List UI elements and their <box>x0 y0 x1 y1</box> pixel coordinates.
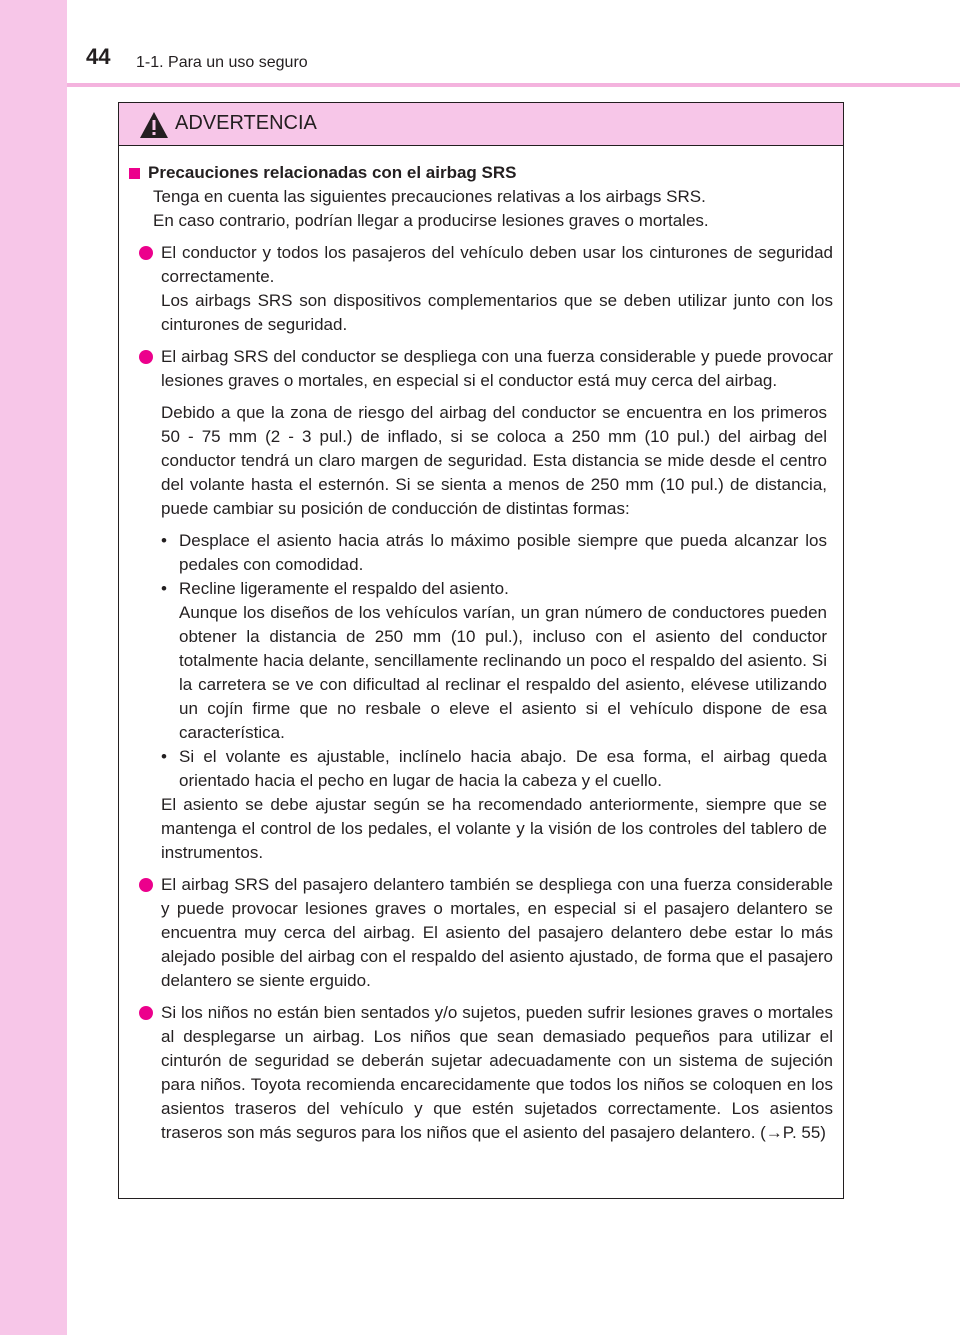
header-rule <box>67 83 960 87</box>
warning-header <box>119 103 843 146</box>
circle-bullet-icon <box>139 350 153 364</box>
intro-line: En caso contrario, podrían llegar a producirse lesiones graves o mortales. <box>153 211 709 230</box>
list-item <box>139 345 833 393</box>
dash-marker: • <box>161 579 167 598</box>
bullet-text: Si los niños no están bien sentados y/o sujetos, pueden sufrir lesiones graves o mortales al desplegarse un airbag. Los niños que sean demasiado pequeños para utilizar el cinturón de seguridad se deberán sujetar adecuadamente con un sistema de sujeción para niños. Toyota recomienda encarecidamente que todos los niños se coloquen en los asientos traseros del vehículo y que estén sujetados correctamente. Los asientos traseros son más seguros para los niños que el asiento del pasajero delantero. (→P. 55) <box>161 1003 833 1142</box>
dash-text: Aunque los diseños de los vehículos varían, un gran número de conductores pueden obtener la distancia de 250 mm (10 pul.), incluso con el asiento del conductor totalmente hacia delante, sencillamente reclinando un poco el respaldo del asiento. Si la carretera se ve con dificultad al reclinar el respaldo del asiento, elévese utilizando un cojín firme que no resbale o eleve el asiento si el vehículo dispone de esa característica. <box>179 603 827 742</box>
warning-title: ADVERTENCIA <box>175 112 317 134</box>
dash-item <box>161 529 827 577</box>
intro-line: Tenga en cuenta las siguientes precauciones relativas a los airbags SRS. <box>153 187 706 206</box>
dash-item <box>161 745 827 793</box>
bullet-text: El airbag SRS del conductor se despliega con una fuerza considerable y puede provocar lesiones graves o mortales, en especial si el conductor está muy cerca del airbag. <box>161 347 833 390</box>
section-title: 1-1. Para un uso seguro <box>136 54 308 71</box>
bullet-detail <box>161 401 833 521</box>
side-tab-strip <box>0 0 67 1335</box>
warning-triangle-icon <box>139 111 169 139</box>
circle-bullet-icon <box>139 878 153 892</box>
subheading-text: Precauciones relacionadas con el airbag SRS <box>148 163 517 182</box>
detail-text: Debido a que la zona de riesgo del airbag del conductor se encuentra en los primeros 50 - 75 mm (2 - 3 pul.) de inflado, si se coloca a 250 mm (10 pul.) del airbag del conductor tendrá un claro margen de seguridad. Esta distancia se mide desde el centro del volante hasta el esternón. Si se sienta a menos de 250 mm (10 pul.) de distancia, puede cambiar su posición de conducción de distintas formas: <box>161 403 827 518</box>
circle-bullet-icon <box>139 246 153 260</box>
bullet-text: El airbag SRS del pasajero delantero también se despliega con una fuerza considerable y puede provocar lesiones graves o mortales, en especial si el pasajero delantero se encuentra muy cerca del airbag. El asiento del pasajero delantero debe estar lo más alejado posible del airbag con el respaldo del asiento ajustado, de forma que el pasajero delantero se siente erguido. <box>161 875 833 990</box>
dash-marker: • <box>161 747 167 766</box>
list-item <box>139 873 833 993</box>
bullet-text: El conductor y todos los pasajeros del vehículo deben usar los cinturones de seguridad correctamente. <box>161 243 833 286</box>
warning-content <box>119 147 843 1145</box>
dash-marker: • <box>161 531 167 550</box>
bullet-text: Los airbags SRS son dispositivos complementarios que se deben utilizar junto con los cinturones de seguridad. <box>161 291 833 334</box>
subheading <box>127 161 833 185</box>
page-number: 44 <box>86 44 111 69</box>
circle-bullet-icon <box>139 1006 153 1020</box>
list-item <box>139 241 833 337</box>
warning-box <box>118 102 844 1199</box>
closing-text: El asiento se debe ajustar según se ha recomendado anteriormente, siempre que se mantenga el control de los pedales, el volante y la visión de los controles del tablero de instrumentos. <box>161 795 827 862</box>
dash-text: Si el volante es ajustable, inclínelo hacia abajo. De esa forma, el airbag queda orientado hacia el pecho en lugar de hacia la cabeza y el cuello. <box>179 747 827 790</box>
square-bullet-icon <box>129 168 140 179</box>
list-item <box>139 1001 833 1145</box>
intro <box>153 185 833 233</box>
dash-text: Recline ligeramente el respaldo del asiento. <box>179 579 509 598</box>
dash-text: Desplace el asiento hacia atrás lo máximo posible siempre que pueda alcanzar los pedales con comodidad. <box>179 531 827 574</box>
dash-list <box>127 529 833 793</box>
dash-item <box>161 577 827 745</box>
bullet-closing <box>161 793 833 865</box>
